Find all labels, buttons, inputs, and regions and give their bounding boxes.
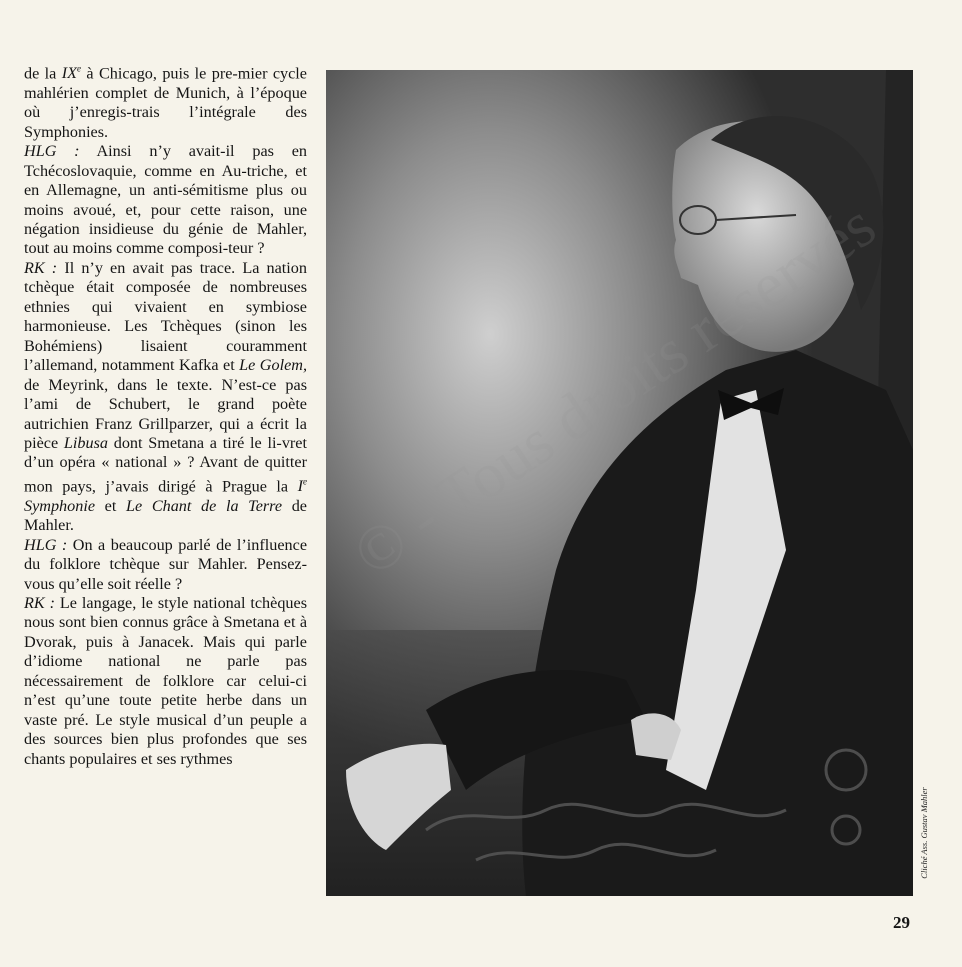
answer-2: RK : Le langage, le style national tchèques nous sont bien connus grâce à Smetana et à Dvorak, puis à Janacek. Mais qui parle d’idiome national ne parle pas nécessairement de folklore car celui-ci n’est qu’une toute petite herbe dans un vaste pré. Le style musical d’un peuple a des sources bien plus profondes que ses chants populaires et ses rythmes (24, 594, 308, 768)
page-number: 29 (893, 913, 910, 932)
speaker-label: HLG : (24, 142, 80, 161)
answer-1: RK : Il n’y en avait pas trace. La nation tchèque était composée de nombreuses ethnies qui vivaient en symbiose harmonieuse. Les Tchèques (sinon les Bohémiens) lisaient couramment l’allemand, notamment Kafka et Le Golem, de Meyrink, dans le texte. N’est-ce pas l’ami de Schubert, le grand poète autrichien Franz Grillparzer, qui a écrit la pièce Libusa dont Smetana a tiré le li-vret d’un opéra « national » ? Avant de quitter mon pays, j’avais dirigé à Prague la Ie Symphonie et Le Chant de la Terre de Mahler. (24, 258, 308, 535)
portrait-photo (326, 70, 913, 896)
paragraph-intro: de la IXe à Chicago, puis le pre-mier cycle mahlérien complet de Munich, à l’époque où j’enregis-trais l’intégrale des Symphonies. (24, 64, 307, 141)
question-2: HLG : On a beaucoup parlé de l’influence du folklore tchèque sur Mahler. Pensez-vous qu’elle soit réelle ? (24, 535, 307, 593)
portrait-illustration (326, 70, 913, 896)
title-libusa: Libusa (63, 434, 108, 452)
question-1: HLG : Ainsi n’y avait-il pas en Tchécoslovaquie, comme en Au-triche, et en Allemagne, un anti-sémitisme plus ou moins avoué, et, pour cette raison, une négation insidieuse du génie de Mahler, tout au moins comme composi-teur ? (24, 142, 307, 258)
speaker-label: RK : (24, 258, 58, 277)
title-first-symphony: Ie Symphonie (24, 476, 307, 515)
speaker-label: RK : (24, 594, 55, 613)
photo-credit: Cliché Ass. Gustav Mahler (919, 786, 929, 879)
title-golem: Le Golem, (239, 356, 308, 375)
title-chant-de-la-terre: Le Chant de la Terre (126, 496, 283, 515)
speaker-label: HLG : (24, 535, 68, 554)
roman-numeral: IXe (61, 64, 81, 83)
interview-text-column (24, 60, 307, 769)
